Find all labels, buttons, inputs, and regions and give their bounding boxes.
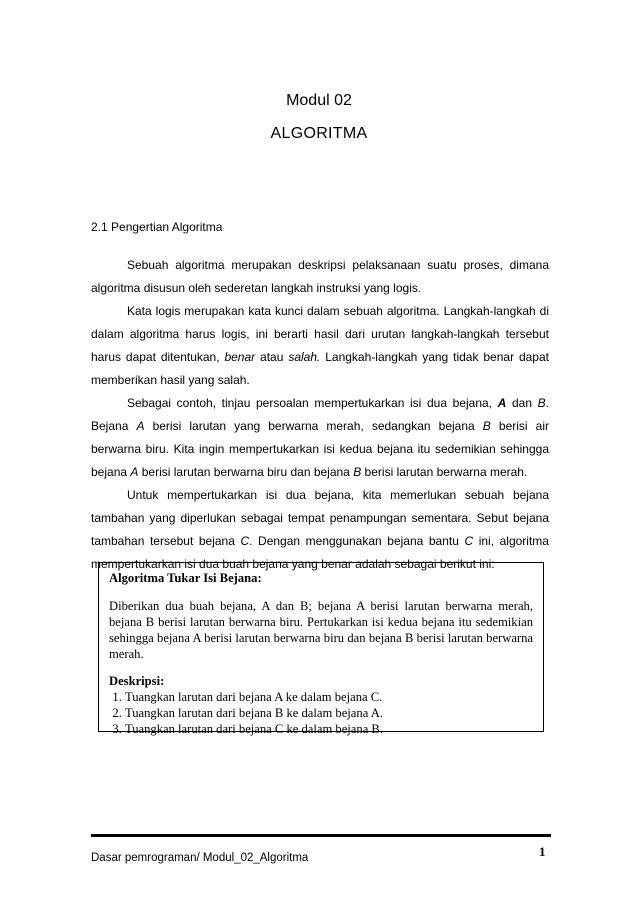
footer-divider xyxy=(91,834,551,837)
p2-benar: benar xyxy=(224,350,256,364)
body-text xyxy=(91,254,549,576)
p4-bejana-c: C xyxy=(240,534,250,548)
p4-text-b: . Dengan menggunakan bejana bantu xyxy=(249,534,465,548)
description-heading: Deskripsi: xyxy=(109,674,165,688)
module-label: Modul 02 xyxy=(286,92,352,109)
p2-text-a: Kata logis merupakan kata kunci dalam sebuah algoritma. Langkah-langkah di dalam algoritma harus logis, ini berarti hasil dari urutan langkah-langkah tersebut harus dapat ditentukan, xyxy=(91,304,549,364)
p3-bejana-a: A xyxy=(497,396,507,410)
algorithm-title: Algoritma Tukar Isi Bejana: xyxy=(109,571,262,585)
p3-bejana-b: B xyxy=(537,396,546,410)
paragraph-3 xyxy=(91,392,549,484)
p3-text-a: Sebagai contoh, tinjau persoalan mempertukarkan isi dua bejana, xyxy=(127,396,498,410)
p4-bejana-c2: C xyxy=(464,534,474,548)
list-item: 3. Tuangkan larutan dari bejana C ke dalam bejana B. xyxy=(125,721,533,737)
p2-salah: salah. xyxy=(288,350,321,364)
page-title: ALGORITMA xyxy=(270,125,368,142)
p3-bejana-b3: B xyxy=(353,465,362,479)
p2-text-b: atau xyxy=(255,350,289,364)
p3-text-g: berisi larutan berwarna merah. xyxy=(361,465,528,479)
p3-text-b: dan xyxy=(506,396,538,410)
p3-bejana-a2: A xyxy=(136,419,145,433)
section-heading: 2.1 Pengertian Algoritma xyxy=(91,220,223,234)
p3-bejana-a3: A xyxy=(130,465,139,479)
p3-bejana-b2: B xyxy=(482,419,491,433)
p2-text-c: Langkah-langkah yang tidak benar dapat memberikan hasil yang salah. xyxy=(91,350,549,387)
p4-text-a: Untuk mempertukarkan isi dua bejana, kita memerlukan sebuah bejana tambahan yang diperlukan sebagai tempat penampungan sementara. Sebut bejana tambahan tersebut bejana xyxy=(91,488,549,548)
algorithm-given: Diberikan dua buah bejana, A dan B; bejana A berisi larutan berwarna merah, bejana B berisi larutan berwarna biru. Pertukarkan isi kedua bejana itu sedemikian sehingga bejana A berisi larutan berwarna biru dan bejana B berisi larutan berwarna merah. xyxy=(109,599,533,661)
footer-text: Dasar pemrograman/ Modul_02_Algoritma xyxy=(91,852,309,864)
steps-list xyxy=(109,689,533,737)
algorithm-box xyxy=(98,562,544,736)
list-item: 2. Tuangkan larutan dari bejana B ke dalam bejana A. xyxy=(125,705,533,721)
p4-text-c: ini, algoritma mempertukarkan isi dua buah bejana yang benar adalah sebagai berikut ini: xyxy=(91,534,549,571)
paragraph-1: Sebuah algoritma merupakan deskripsi pelaksanaan suatu proses, dimana algoritma disusun oleh sederetan langkah instruksi yang logis. xyxy=(91,258,549,295)
page-number: 1 xyxy=(539,844,546,859)
p3-text-e: berisi air berwarna biru. Kita ingin mempertukarkan isi kedua bejana itu sedemikian sehingga bejana xyxy=(91,419,550,479)
list-item: 1. Tuangkan larutan dari bejana A ke dalam bejana C. xyxy=(125,689,533,705)
paragraph-2 xyxy=(91,300,549,392)
p3-text-c: . Bejana xyxy=(91,396,549,433)
p3-text-f: berisi larutan berwarna biru dan bejana xyxy=(138,465,354,479)
p3-text-d: berisi larutan yang berwarna merah, sedangkan bejana xyxy=(144,419,483,433)
